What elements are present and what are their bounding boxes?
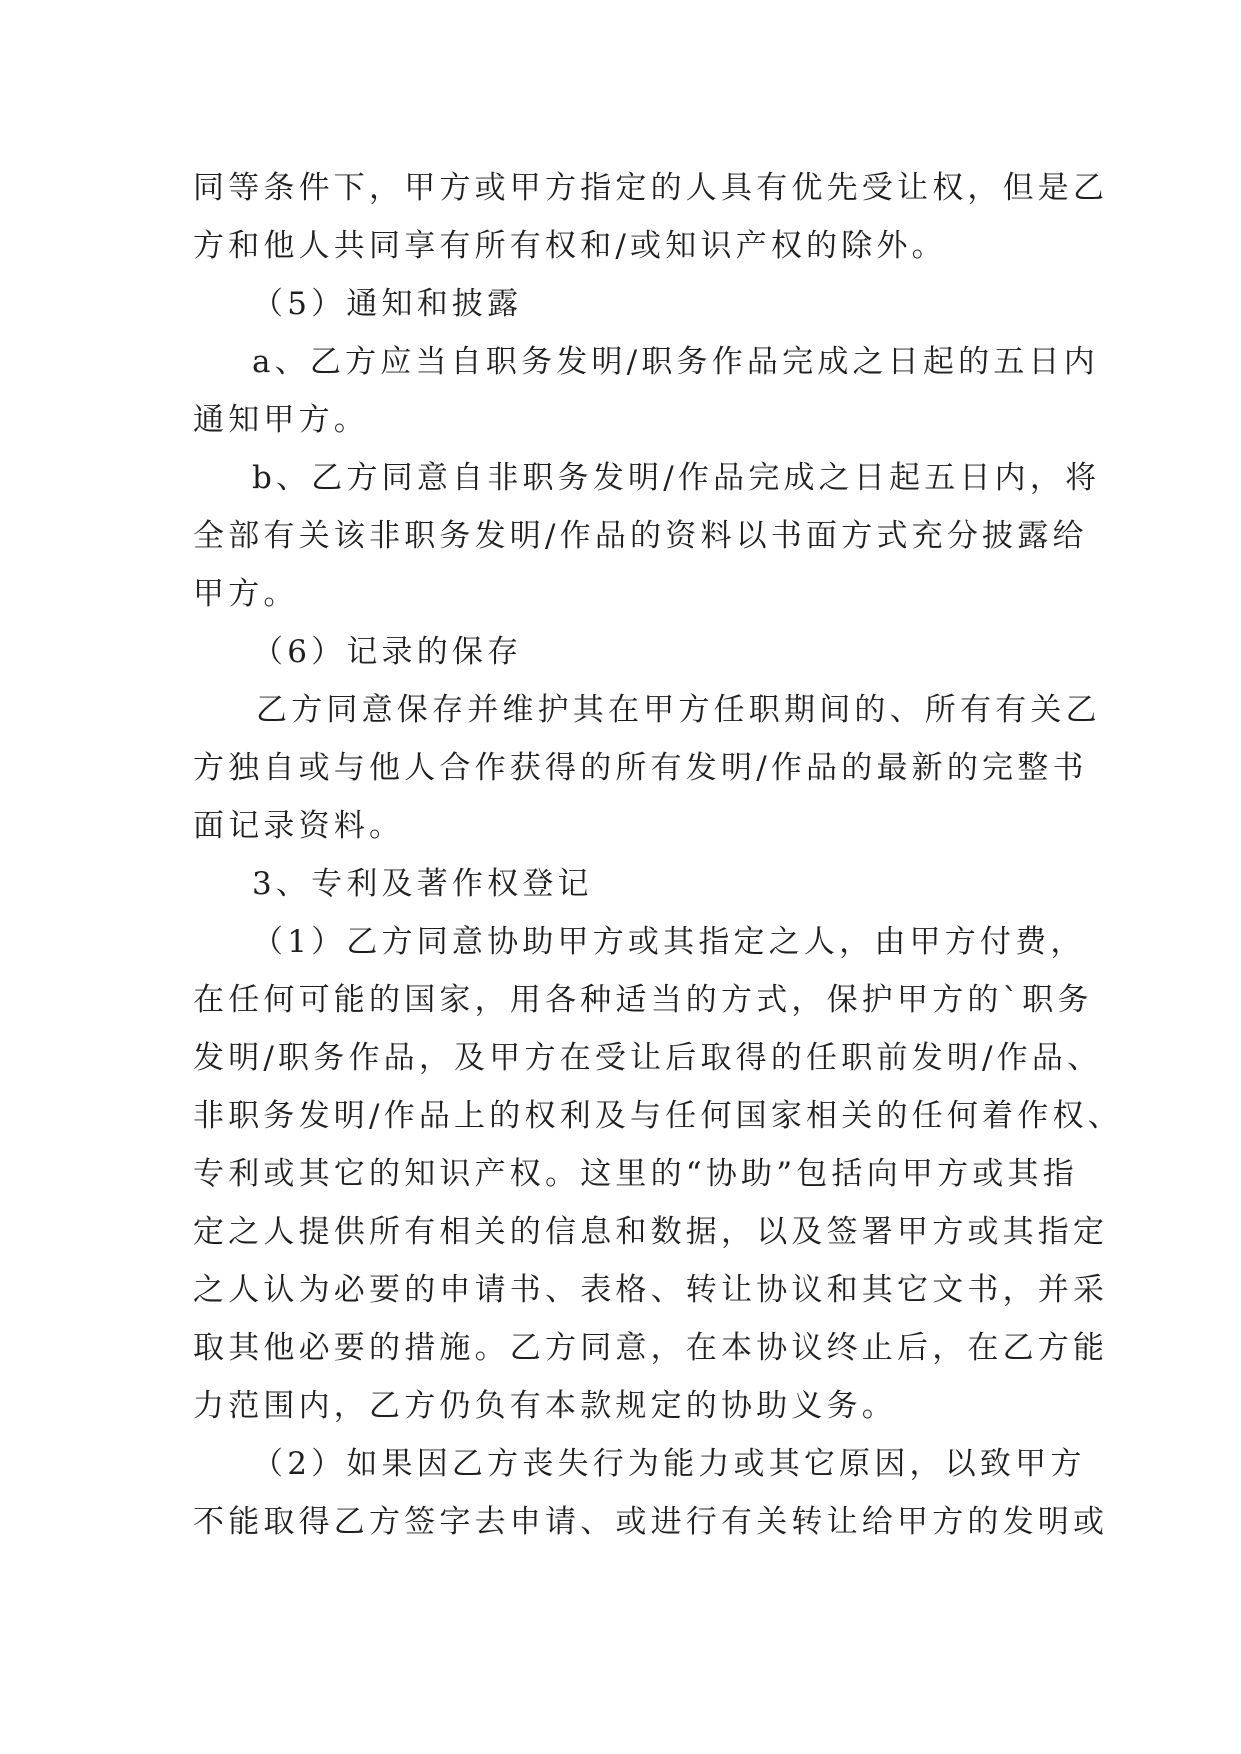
text-line: 方和他人共同享有所有权和/或知识产权的除外。 [193,228,947,264]
text-line: 力范围内，乙方仍负有本款规定的协助义务。 [193,1388,897,1424]
text-line: 专利或其它的知识产权。这里的“协助”包括向甲方或其指 [193,1156,1078,1192]
text-line: 非职务发明/作品上的权利及与任何国家相关的任何着作权、 [193,1098,1123,1134]
text-line: a、乙方应当自职务发明/职务作品完成之日起的五日内 [252,344,1099,380]
text-line: 全部有关该非职务发明/作品的资料以书面方式充分披露给 [193,518,1088,554]
text-line: 通知甲方。 [193,402,369,438]
text-line: 同等条件下，甲方或甲方指定的人具有优先受让权，但是乙 [193,170,1109,206]
section-heading: 3、专利及著作权登记 [252,866,593,902]
text-line: 定之人提供所有相关的信息和数据，以及签署甲方或其指定 [193,1214,1109,1250]
text-line: 甲方。 [193,576,299,612]
text-line: （1）乙方同意协助甲方或其指定之人，由甲方付费， [252,924,1086,960]
text-line: 在任何可能的国家，用各种适当的方式，保护甲方的`职务 [193,982,1093,1018]
section-heading: （6）记录的保存 [252,634,523,670]
text-line: 之人认为必要的申请书、表格、转让协议和其它文书，并采 [193,1272,1109,1308]
text-line: 方独自或与他人合作获得的所有发明/作品的最新的完整书 [193,750,1088,786]
section-heading: （5）通知和披露 [252,286,523,322]
text-line: 取其他必要的措施。乙方同意，在本协议终止后，在乙方能 [193,1330,1109,1366]
text-line: 不能取得乙方签字去申请、或进行有关转让给甲方的发明或 [193,1504,1109,1540]
text-line: 发明/职务作品，及甲方在受让后取得的任职前发明/作品、 [193,1040,1103,1076]
text-line: （2）如果因乙方丧失行为能力或其它原因，以致甲方 [252,1446,1086,1482]
text-line: b、乙方同意自非职务发明/作品完成之日起五日内，将 [252,460,1101,496]
text-line: 面记录资料。 [193,808,405,844]
text-line: 乙方同意保存并维护其在甲方任职期间的、所有有关乙 [256,692,1101,728]
